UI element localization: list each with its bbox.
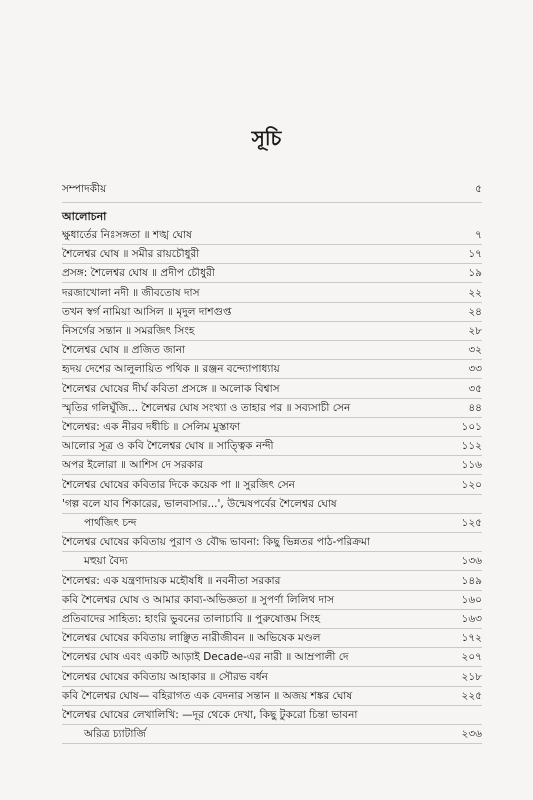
toc-entry-page: ১২০: [461, 478, 482, 491]
toc-entry-author: অরিত্র চ্যাটার্জি: [84, 728, 146, 741]
toc-entry-title: হৃদয় দেশের আলুলায়িত পথিক ॥ রঞ্জন বন্দ্যোপাধ্যায়: [62, 363, 280, 376]
toc-entry-title: অপর ইলোরা ॥ আশিস দে সরকার: [62, 459, 204, 472]
divider: [62, 532, 482, 533]
divider: [62, 590, 482, 591]
toc-entry-page: ১৭: [468, 248, 482, 261]
toc-entry[interactable]: [62, 343, 482, 357]
toc-entry-page: ১৬৩: [461, 613, 482, 625]
toc-entry-continuation[interactable]: [62, 554, 482, 568]
toc-entry-page: ১০১: [461, 421, 482, 433]
divider: [62, 398, 482, 399]
divider: [62, 359, 482, 360]
divider: [62, 263, 482, 264]
toc-entry-title: শৈলেশ্বর ঘোষের দীর্ঘ কবিতা প্রসঙ্গে ॥ অলোক বিশ্বাস: [62, 382, 280, 395]
toc-entry[interactable]: [62, 362, 482, 376]
toc-entry-title: শৈলেশ্বর: এক নীরব দধীচি ॥ সেলিম মুস্তাফা: [62, 421, 241, 433]
divider: [62, 474, 482, 475]
toc-entry-title: তখন স্বর্গ নামিয়া আসিল ॥ মৃদুল দাশগুপ্ত: [62, 305, 232, 318]
divider: [62, 340, 482, 341]
toc-entry-continuation[interactable]: [62, 516, 482, 530]
toc-entry-title: শৈলেশ্বর ঘোষ এবং একটি আড়াই Decade-এর নারী ॥ আম্রপালী দে: [62, 651, 349, 664]
toc-entry-title: শৈলেশ্বর ঘোষের লেখালিখি: —দূর থেকে দেখা, কিছু টুকরো চিন্তা ভাবনা: [62, 709, 358, 721]
toc-entry-author: মহুয়া বৈদ্য: [84, 555, 128, 568]
toc-entry-page: ৩৩: [468, 363, 482, 376]
toc-entry-title: শৈলেশ্বর ঘোষ ॥ সমীর রায়চৌধুরী: [62, 248, 200, 261]
toc-entry-page: ২৪: [468, 305, 482, 318]
toc-entry[interactable]: [62, 266, 482, 280]
toc-entry[interactable]: [62, 247, 482, 261]
toc-entry[interactable]: [62, 612, 482, 626]
toc-entry[interactable]: [62, 401, 482, 415]
divider: [62, 609, 482, 610]
toc-entry-page: ১১৬: [461, 459, 482, 472]
toc-entry-page: ৭: [475, 229, 482, 241]
toc-entry-page: ১৬০: [461, 593, 482, 606]
toc-entry[interactable]: [62, 535, 482, 549]
toc-entry-title: নিসর্গের সন্তান ॥ সমরজিৎ সিংহ: [62, 325, 195, 337]
toc-entry-page: ২০৭: [461, 651, 482, 664]
divider: [62, 743, 482, 744]
toc-entry-title: দরজাখোলা নদী ॥ জীবতোষ দাস: [62, 286, 200, 299]
toc-entry[interactable]: [62, 439, 482, 453]
toc-entry[interactable]: [62, 670, 482, 684]
toc-entry-page: ৩৫: [468, 382, 482, 395]
divider: [62, 666, 482, 667]
divider: [62, 551, 482, 552]
divider: [62, 647, 482, 648]
toc-entry-page: ৩২: [468, 344, 482, 357]
toc-entry[interactable]: [62, 305, 482, 319]
divider: [62, 705, 482, 706]
toc-entry[interactable]: [62, 650, 482, 664]
toc-entry-title: প্রতিবাদের সাহিত্য: হাংরি ভুবনের তালাচাবি ॥ পুরুষোত্তম সিংহ: [62, 613, 321, 625]
toc-entry-title: প্রসঙ্গ: শৈলেশ্বর ঘোষ ॥ প্রদীপ চৌধুরী: [62, 267, 215, 280]
toc-entry-page: ৪৪: [468, 401, 482, 414]
divider: [62, 282, 482, 283]
toc-entry-title: কবি শৈলেশ্বর ঘোষ ও আমার কাব্য-অভিজ্ঞতা ॥ সুপর্ণা লিলিথ দাস: [62, 593, 335, 606]
toc-entry[interactable]: [62, 458, 482, 472]
divider: [62, 455, 482, 456]
divider: [62, 417, 482, 418]
toc-entry[interactable]: [62, 286, 482, 300]
toc-entry-page: ১৪৯: [461, 574, 482, 587]
toc-entry[interactable]: [62, 593, 482, 607]
toc-entry-page: ১৭২: [461, 632, 482, 645]
divider: [62, 724, 482, 725]
toc-entry-page: ৫: [475, 183, 482, 195]
toc-entry-page: ২৮: [468, 325, 482, 337]
toc-entry-title: ক্ষুধার্তের নিঃসঙ্গতা ॥ শঙ্খ ঘোষ: [62, 229, 192, 241]
toc-entry-continuation[interactable]: [62, 727, 482, 741]
divider: [62, 244, 482, 245]
divider: [62, 202, 482, 203]
toc-entry-title: শৈলেশ্বর ঘোষের কবিতায় লাঞ্ছিত নারীজীবন ॥ অভিষেক মণ্ডল: [62, 632, 321, 645]
toc-entry[interactable]: [62, 708, 482, 722]
section-heading: আলোচনা: [62, 210, 107, 223]
toc-entry-title: আলোর সূত্র ও কবি শৈলেশ্বর ঘোষ ॥ সাত্ত্বিক নন্দী: [62, 440, 274, 453]
divider: [62, 321, 482, 322]
toc-entry[interactable]: [62, 228, 482, 242]
toc-entry[interactable]: [62, 631, 482, 645]
toc-entry[interactable]: [62, 478, 482, 492]
divider: [62, 494, 482, 495]
toc-entry-page: ২৩৬: [461, 728, 482, 741]
divider: [62, 686, 482, 687]
divider: [62, 628, 482, 629]
toc-entry-author: পার্থজিৎ চন্দ: [84, 517, 137, 529]
toc-entry-page: ২২৫: [461, 689, 482, 702]
toc-entry-title: 'গল্প বলে যাব শিকারের, ভালবাসার...', উন্মেষপর্বের শৈলেশ্বর ঘোষ: [62, 497, 337, 510]
divider: [62, 378, 482, 379]
page-title: সূচি: [251, 126, 282, 150]
toc-entry-page: ২১৮: [461, 670, 482, 683]
toc-entry-page: ১২৫: [461, 517, 482, 529]
toc-entry-page: ১৩৬: [461, 555, 482, 568]
toc-entry[interactable]: [62, 689, 482, 703]
toc-entry-title: শৈলেশ্বর ঘোষের কবিতায় আহাকার ॥ সৌরভ বর্ধন: [62, 670, 268, 683]
toc-entry[interactable]: [62, 420, 482, 434]
toc-front-entry[interactable]: [62, 182, 482, 196]
toc-entry-page: ২২: [468, 286, 482, 299]
toc-entry-title: শৈলেশ্বর ঘোষের কবিতার দিকে কয়েক পা ॥ সুরজিৎ সেন: [62, 478, 295, 491]
toc-entry-page: ১১২: [461, 440, 482, 453]
toc-entry[interactable]: [62, 574, 482, 588]
toc-entry[interactable]: [62, 497, 482, 511]
divider: [62, 513, 482, 514]
toc-entry[interactable]: [62, 382, 482, 396]
divider: [62, 436, 482, 437]
toc-entry-title: কবি শৈলেশ্বর ঘোষ— বহিরাগত এক বেদনার সন্তান ॥ অজয় শঙ্কর ঘোষ: [62, 689, 353, 702]
toc-entry-page: ১৯: [468, 267, 482, 280]
divider: [62, 570, 482, 571]
toc-entry-title: স্মৃতির গলিঘুঁজি... শৈলেশ্বর ঘোষ সংখ্যা ও তাহার পর ॥ সব্যসাচী সেন: [62, 401, 351, 414]
toc-entry-title: শৈলেশ্বর: এক যন্ত্রণাদায়ক মহৌষধি ॥ নবনীতা সরকার: [62, 574, 281, 587]
toc-entry-title: সম্পাদকীয়: [62, 183, 107, 195]
toc-entry-title: শৈলেশ্বর ঘোষ ॥ প্রজিত জানা: [62, 344, 186, 357]
toc-entry-title: শৈলেশ্বর ঘোষের কবিতায় পুরাণ ও বৌদ্ধ ভাবনা: কিছু ভিন্নতর পাঠ-পরিক্রমা: [62, 536, 370, 549]
toc-entry[interactable]: [62, 324, 482, 338]
divider: [62, 302, 482, 303]
